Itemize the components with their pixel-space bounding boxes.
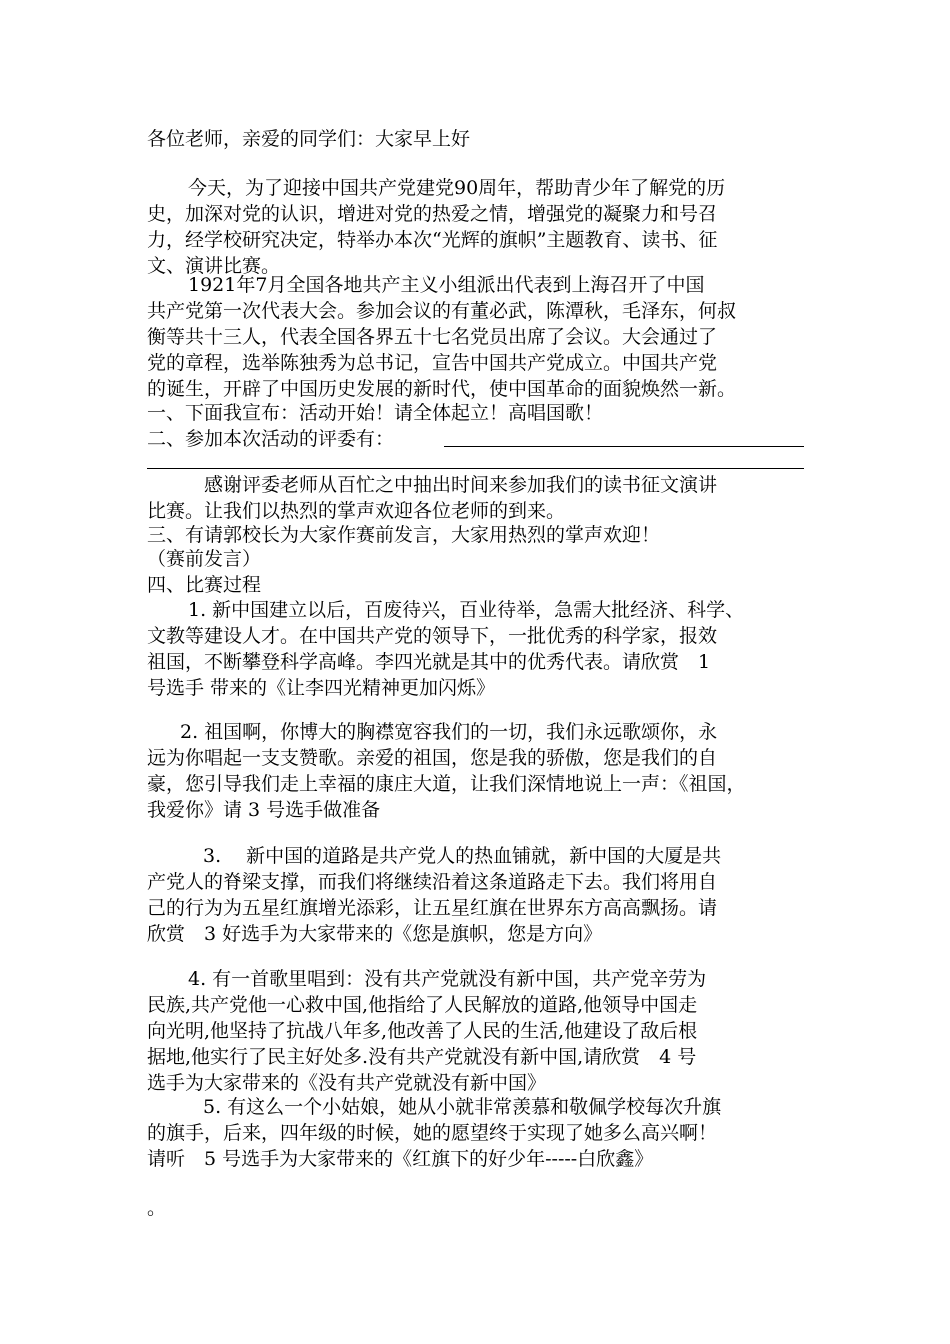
intro-line-3: 力，经学校研究决定，特举办本次“光辉的旗帜”主题教育、读书、征 bbox=[147, 229, 718, 251]
step-1-line: 一、下面我宣布：活动开始！请全体起立！高唱国歌！ bbox=[147, 402, 604, 424]
item-2-line-4: 我爱你》请 3 号选手做准备 bbox=[147, 799, 381, 821]
item-4-line-3: 向光明,他坚持了抗战八年多,他改善了人民的生活,他建设了敌后根 bbox=[147, 1020, 698, 1042]
judges-blank-line-2 bbox=[147, 468, 804, 469]
intro-line-2: 史，加深对党的认识，增进对党的热爱之情，增强党的凝聚力和号召 bbox=[147, 203, 718, 225]
history-line-2: 共产党第一次代表大会。参加会议的有董必武，陈潭秋，毛泽东，何叔 bbox=[147, 300, 737, 322]
ending-mark: 。 bbox=[147, 1197, 167, 1219]
item-1-line-3: 祖国，不断攀登科学高峰。李四光就是其中的优秀代表。请欣赏 1 bbox=[147, 651, 711, 673]
item-3-line-1: 3. 新中国的道路是共产党人的热血铺就，新中国的大厦是共 bbox=[203, 845, 722, 867]
item-4-line-2: 民族,共产党他一心救中国,他指给了人民解放的道路,他领导中国走 bbox=[147, 994, 698, 1016]
item-2-line-3: 豪，您引导我们走上幸福的康庄大道，让我们深情地说上一声：《祖国， bbox=[147, 773, 746, 795]
thanks-line-1: 感谢评委老师从百忙之中抽出时间来参加我们的读书征文演讲 bbox=[204, 474, 718, 496]
history-line-4: 党的章程，选举陈独秀为总书记，宣告中国共产党成立。中国共产党 bbox=[147, 352, 718, 374]
item-5-line-3: 请听 5 号选手为大家带来的《红旗下的好少年-----白欣鑫》 bbox=[147, 1148, 654, 1170]
item-3-line-3: 己的行为为五星红旗增光添彩，让五星红旗在世界东方高高飘扬。请 bbox=[147, 897, 718, 919]
item-3-line-4: 欣赏 3 好选手为大家带来的《您是旗帜，您是方向》 bbox=[147, 923, 603, 945]
item-1-line-4: 号选手 带来的《让李四光精神更加闪烁》 bbox=[147, 677, 496, 699]
item-1-line-1: 1. 新中国建立以后，百废待兴，百业待举，急需大批经济、科学、 bbox=[188, 599, 745, 621]
step-3-line: 三、有请郭校长为大家作赛前发言，大家用热烈的掌声欢迎！ bbox=[147, 524, 661, 546]
item-3-line-2: 产党人的脊梁支撑，而我们将继续沿着这条道路走下去。我们将用自 bbox=[147, 871, 718, 893]
item-5-line-2: 的旗手，后来，四年级的时候，她的愿望终于实现了她多么高兴啊！ bbox=[147, 1122, 718, 1144]
item-4-line-1: 4. 有一首歌里唱到：没有共产党就没有新中国，共产党辛劳为 bbox=[188, 968, 707, 990]
judges-blank-line-1 bbox=[444, 446, 804, 447]
intro-line-1: 今天，为了迎接中国共产党建党90周年，帮助青少年了解党的历 bbox=[188, 177, 726, 199]
item-4-line-5: 选手为大家带来的《没有共产党就没有新中国》 bbox=[147, 1072, 547, 1094]
item-5-line-1: 5. 有这么一个小姑娘，她从小就非常羡慕和敬佩学校每次升旗 bbox=[203, 1096, 722, 1118]
item-1-line-2: 文教等建设人才。在中国共产党的领导下，一批优秀的科学家，报效 bbox=[147, 625, 718, 647]
item-2-line-1: 2. 祖国啊，你博大的胸襟宽容我们的一切，我们永远歌颂你，永 bbox=[180, 721, 718, 743]
history-line-3: 衡等共十三人，代表全国各界五十七名党员出席了会议。大会通过了 bbox=[147, 326, 718, 348]
intro-line-4: 文、演讲比赛。 bbox=[147, 255, 281, 277]
greeting-line: 各位老师，亲爱的同学们：大家早上好 bbox=[147, 128, 471, 150]
history-line-1: 1921年7月全国各地共产主义小组派出代表到上海召开了中国 bbox=[188, 274, 705, 296]
item-4-line-4: 据地,他实行了民主好处多.没有共产党就没有新中国,请欣赏 4 号 bbox=[147, 1046, 697, 1068]
step-4-line: 四、比赛过程 bbox=[147, 574, 262, 596]
history-line-5: 的诞生，开辟了中国历史发展的新时代，使中国革命的面貌焕然一新。 bbox=[147, 378, 737, 400]
step-3-note: （赛前发言） bbox=[147, 548, 262, 570]
step-2-line: 二、参加本次活动的评委有： bbox=[147, 428, 395, 450]
thanks-line-2: 比赛。让我们以热烈的掌声欢迎各位老师的到来。 bbox=[147, 500, 566, 522]
item-2-line-2: 远为你唱起一支支赞歌。亲爱的祖国，您是我的骄傲，您是我们的自 bbox=[147, 747, 718, 769]
